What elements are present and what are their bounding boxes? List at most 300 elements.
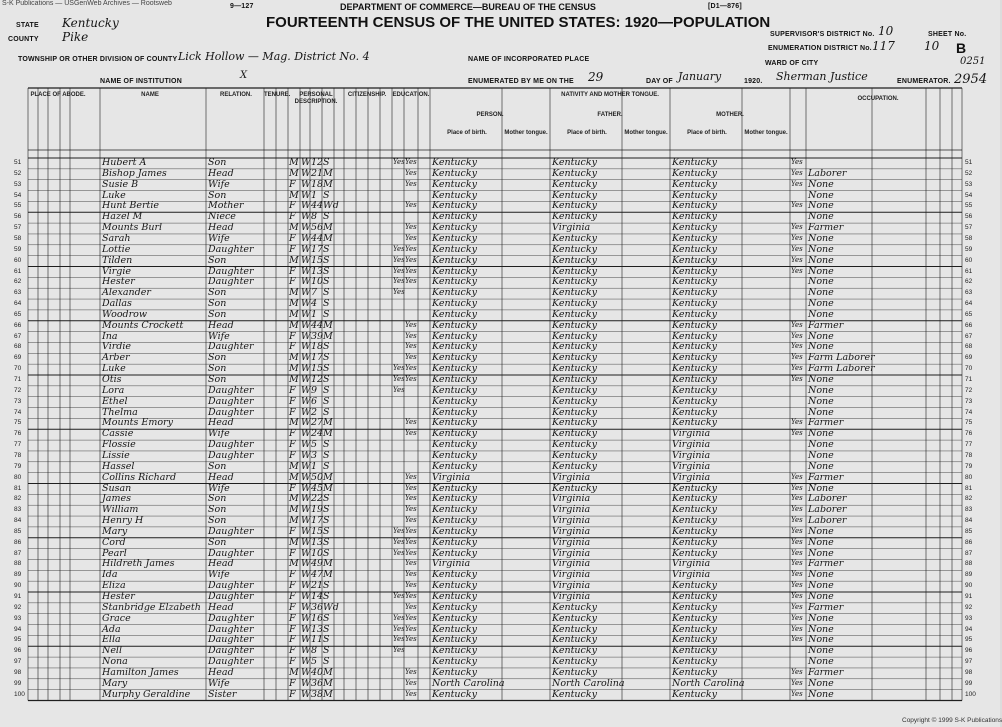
birthplace: Kentucky <box>432 352 477 364</box>
row-number: 61 <box>965 267 973 275</box>
row-number: 91 <box>965 593 973 600</box>
occupation: None <box>808 341 834 353</box>
mother-birthplace: Kentucky <box>672 265 717 277</box>
relation: Wife <box>208 569 230 581</box>
row-number: 89 <box>965 571 973 579</box>
enumerator-label: ENUMERATOR. <box>897 78 951 85</box>
attended-school: Yes <box>393 255 405 264</box>
row-number: 70 <box>14 365 22 373</box>
person-name: Mounts Burl <box>102 222 163 234</box>
attended-school: Yes <box>393 635 405 644</box>
row-number: 79 <box>14 462 22 470</box>
marital-status: S <box>323 439 330 451</box>
speaks-english: Yes <box>791 613 803 622</box>
row-number: 82 <box>14 495 22 503</box>
age: 14 <box>311 591 324 602</box>
marital-status: S <box>323 363 330 375</box>
attended-school: Yes <box>393 277 405 286</box>
row-number: 51 <box>14 159 22 166</box>
row-number: 69 <box>14 354 22 362</box>
birthplace: Kentucky <box>432 395 477 407</box>
race: W <box>301 558 311 570</box>
sex: M <box>289 157 299 168</box>
row-number: 81 <box>965 484 973 492</box>
occupation: None <box>808 406 834 418</box>
speaks-english: Yes <box>791 483 803 492</box>
row-number: 62 <box>14 278 22 286</box>
row-number: 92 <box>965 603 973 611</box>
age: 44 <box>311 232 324 244</box>
relation: Daughter <box>208 525 254 537</box>
mother-birthplace: Virginia <box>672 558 711 570</box>
birthplace: Kentucky <box>432 406 477 418</box>
speaks-english: Yes <box>791 548 803 557</box>
header-person: PERSON. <box>476 112 504 118</box>
relation: Daughter <box>208 449 254 461</box>
age: 13 <box>311 623 324 635</box>
occupation: None <box>808 623 834 635</box>
age: 1 <box>311 460 318 472</box>
row-number: 57 <box>965 224 973 232</box>
person-name: Mounts Crockett <box>102 319 184 331</box>
page-title: FOURTEENTH CENSUS OF THE UNITED STATES: 1920—POPULATION <box>266 14 771 31</box>
attended-school: Yes <box>393 624 405 633</box>
attended-school: Yes <box>393 592 405 600</box>
birthplace: North Carolina <box>432 677 505 689</box>
age: 10 <box>311 276 324 288</box>
occupation: Laborer <box>808 504 847 516</box>
relation: Son <box>208 460 227 472</box>
occupation: None <box>808 536 834 548</box>
sex: F <box>289 330 296 342</box>
age: 6 <box>311 395 318 407</box>
relation: Daughter <box>208 395 254 407</box>
birthplace: Kentucky <box>432 211 477 223</box>
mother-birthplace: Kentucky <box>672 384 717 396</box>
header-father: FATHER. <box>597 112 623 118</box>
row-number: 56 <box>14 213 22 221</box>
race: W <box>301 623 311 635</box>
attended-school: Yes <box>393 526 405 535</box>
race: W <box>301 471 311 483</box>
relation: Son <box>208 157 227 168</box>
marital-status: S <box>323 580 330 592</box>
age: 9 <box>311 384 318 396</box>
row-number: 58 <box>14 234 22 242</box>
speaks-english: Yes <box>791 179 803 188</box>
sex: F <box>289 384 296 396</box>
can-read: Yes <box>405 592 417 600</box>
mother-birthplace: Kentucky <box>672 276 717 288</box>
occupation: None <box>808 645 834 657</box>
speaks-english: Yes <box>791 320 803 329</box>
marital-status: M <box>323 677 333 689</box>
person-name: Otis <box>102 374 122 385</box>
row-number: 66 <box>965 321 973 329</box>
relation: Daughter <box>208 406 254 418</box>
race: W <box>301 265 311 277</box>
father-birthplace: Kentucky <box>552 417 597 429</box>
birthplace: Kentucky <box>432 167 477 179</box>
speaks-english: Yes <box>791 592 803 600</box>
speaks-english: Yes <box>791 635 803 644</box>
mother-birthplace: Kentucky <box>672 634 717 646</box>
can-read: Yes <box>405 548 417 557</box>
mother-birthplace: Kentucky <box>672 308 717 320</box>
sex: M <box>289 417 299 429</box>
person-name: Woodrow <box>102 308 148 320</box>
occupation: Farmer <box>808 222 844 234</box>
birthplace: Virginia <box>432 471 471 483</box>
state-value: Kentucky <box>62 16 119 30</box>
age: 5 <box>311 656 318 668</box>
sex: M <box>289 493 299 505</box>
speaks-english: Yes <box>791 342 803 351</box>
person-name: Stanbridge Elzabeth <box>102 601 201 613</box>
occupation: None <box>808 634 834 646</box>
header-personal: PERSONAL DESCRIPTION. <box>294 92 338 105</box>
can-read: Yes <box>405 255 417 264</box>
birthplace: Kentucky <box>432 688 477 700</box>
race: W <box>301 645 311 657</box>
birthplace: Kentucky <box>432 319 477 331</box>
can-read: Yes <box>405 635 417 644</box>
row-number: 65 <box>14 310 22 318</box>
row-number: 60 <box>965 256 973 264</box>
sex: M <box>289 308 299 320</box>
row-number: 91 <box>14 593 22 600</box>
age: 2 <box>311 406 318 418</box>
marital-status: S <box>323 547 330 559</box>
speaks-english: Yes <box>791 602 803 611</box>
father-birthplace: Kentucky <box>552 298 597 310</box>
occupation: None <box>808 656 834 668</box>
mother-birthplace: Kentucky <box>672 688 717 700</box>
person-name: Ada <box>102 623 121 635</box>
row-number: 90 <box>965 582 973 590</box>
relation: Head <box>208 601 234 613</box>
relation: Son <box>208 352 227 364</box>
father-birthplace: Kentucky <box>552 287 597 299</box>
person-name: William <box>102 504 139 516</box>
race: W <box>301 428 311 440</box>
race: W <box>301 547 311 559</box>
row-number: 57 <box>14 224 22 232</box>
sex: M <box>289 666 299 678</box>
enumerated-label: ENUMERATED BY ME ON THE <box>468 78 574 85</box>
sex: M <box>289 536 299 548</box>
header-mother: MOTHER. <box>716 112 744 118</box>
marital-status: S <box>323 352 330 364</box>
birthplace: Kentucky <box>432 591 477 602</box>
birthplace: Kentucky <box>432 222 477 234</box>
mother-birthplace: Kentucky <box>672 591 717 602</box>
occupation: None <box>808 200 834 212</box>
sex: F <box>289 634 296 646</box>
sex: M <box>289 167 299 179</box>
occupation: Farm Laborer <box>808 363 875 375</box>
marital-status: S <box>323 449 330 461</box>
race: W <box>301 232 311 244</box>
header-mother-tongue: Mother tongue. <box>744 130 788 136</box>
corner-number-2: 0251 <box>960 56 986 67</box>
occupation: None <box>808 580 834 592</box>
birthplace: Kentucky <box>432 515 477 527</box>
race: W <box>301 319 311 331</box>
relation: Son <box>208 504 227 516</box>
speaks-english: Yes <box>791 526 803 535</box>
marital-status: M <box>323 482 333 494</box>
row-number: 63 <box>14 289 22 297</box>
sex: F <box>289 449 296 461</box>
age: 11 <box>311 634 324 646</box>
father-birthplace: Kentucky <box>552 482 597 494</box>
marital-status: M <box>323 471 333 483</box>
can-read: Yes <box>405 602 417 611</box>
sex: M <box>289 254 299 266</box>
race: W <box>301 189 311 201</box>
birthplace: Kentucky <box>432 645 477 657</box>
birthplace: Kentucky <box>432 384 477 396</box>
mother-birthplace: Kentucky <box>672 666 717 678</box>
speaks-english: Yes <box>791 168 803 177</box>
mother-birthplace: Kentucky <box>672 232 717 244</box>
marital-status: S <box>323 341 330 353</box>
row-number: 99 <box>14 679 22 687</box>
marital-status: M <box>323 417 333 429</box>
race: W <box>301 482 311 494</box>
occupation: Farmer <box>808 319 844 331</box>
father-birthplace: Virginia <box>552 547 591 559</box>
birthplace: Kentucky <box>432 547 477 559</box>
mother-birthplace: Kentucky <box>672 515 717 527</box>
age: 19 <box>311 504 324 516</box>
attended-school: Yes <box>393 266 405 275</box>
father-birthplace: Kentucky <box>552 666 597 678</box>
race: W <box>301 341 311 353</box>
birthplace: Kentucky <box>432 601 477 613</box>
person-name: Lissie <box>102 449 130 461</box>
row-number: 97 <box>14 658 22 666</box>
mother-birthplace: Kentucky <box>672 580 717 592</box>
row-number: 80 <box>14 473 22 481</box>
person-name: Hubert A <box>102 157 147 168</box>
father-birthplace: Kentucky <box>552 645 597 657</box>
birthplace: Kentucky <box>432 232 477 244</box>
age: 5 <box>311 439 318 451</box>
race: W <box>301 406 311 418</box>
row-number: 52 <box>965 169 973 177</box>
marital-status: S <box>323 287 330 299</box>
header-place-of-abode: PLACE OF ABODE. <box>30 92 86 98</box>
age: 17 <box>311 352 324 364</box>
mother-birthplace: Kentucky <box>672 645 717 657</box>
father-birthplace: Kentucky <box>552 612 597 624</box>
person-name: Lora <box>102 384 125 396</box>
race: W <box>301 417 311 429</box>
mother-birthplace: Kentucky <box>672 406 717 418</box>
sex: M <box>289 504 299 516</box>
row-number: 78 <box>965 451 973 459</box>
age: 39 <box>311 330 324 342</box>
race: W <box>301 612 311 624</box>
can-read: Yes <box>405 689 417 698</box>
department: DEPARTMENT OF COMMERCE—BUREAU OF THE CENSUS <box>340 2 596 12</box>
occupation: None <box>808 525 834 537</box>
speaks-english: Yes <box>791 516 803 525</box>
can-read: Yes <box>405 505 417 514</box>
occupation: None <box>808 428 834 440</box>
relation: Wife <box>208 330 230 342</box>
father-birthplace: Kentucky <box>552 254 597 266</box>
row-number: 87 <box>14 549 22 557</box>
mother-birthplace: Kentucky <box>672 374 717 385</box>
relation: Head <box>208 222 234 234</box>
age: 38 <box>311 688 324 700</box>
row-number: 64 <box>965 300 973 308</box>
row-number: 96 <box>14 647 22 655</box>
can-read: Yes <box>405 158 417 166</box>
marital-status: S <box>323 656 330 668</box>
age: 12 <box>311 374 324 385</box>
person-name: Ella <box>102 634 121 646</box>
occupation: None <box>808 330 834 342</box>
relation: Daughter <box>208 656 254 668</box>
father-birthplace: Kentucky <box>552 460 597 472</box>
father-birthplace: Kentucky <box>552 374 597 385</box>
relation: Head <box>208 558 234 570</box>
father-birthplace: Virginia <box>552 504 591 516</box>
can-read: Yes <box>405 233 417 242</box>
age: 8 <box>311 211 318 223</box>
race: W <box>301 363 311 375</box>
marital-status: M <box>323 428 333 440</box>
occupation: None <box>808 482 834 494</box>
speaks-english: Yes <box>791 570 803 579</box>
birthplace: Kentucky <box>432 363 477 375</box>
relation: Sister <box>208 688 237 700</box>
marital-status: M <box>323 330 333 342</box>
speaks-english: Yes <box>791 678 803 687</box>
supervisor-value: 10 <box>878 24 894 38</box>
race: W <box>301 167 311 179</box>
person-name: Luke <box>102 363 126 375</box>
relation: Mother <box>208 200 244 212</box>
speaks-english: Yes <box>791 331 803 340</box>
person-name: Virgie <box>102 265 132 277</box>
row-number: 77 <box>14 441 22 449</box>
relation: Daughter <box>208 580 254 592</box>
attended-school: Yes <box>393 548 405 557</box>
row-number: 53 <box>965 180 973 188</box>
marital-status: S <box>323 525 330 537</box>
father-birthplace: Virginia <box>552 536 591 548</box>
row-number: 55 <box>14 202 22 210</box>
row-number: 93 <box>14 614 22 622</box>
row-number: 63 <box>965 289 973 297</box>
father-birthplace: Virginia <box>552 580 591 592</box>
age: 13 <box>311 265 324 277</box>
row-number: 86 <box>965 538 973 546</box>
row-number: 75 <box>965 419 973 427</box>
sex: F <box>289 525 296 537</box>
father-birthplace: Kentucky <box>552 200 597 212</box>
mother-birthplace: Kentucky <box>672 200 717 212</box>
row-number: 98 <box>14 668 22 676</box>
marital-status: Wd <box>323 601 339 613</box>
row-number: 100 <box>965 690 976 698</box>
can-read: Yes <box>405 331 417 340</box>
age: 1 <box>311 308 318 320</box>
sex: F <box>289 243 296 255</box>
speaks-english: Yes <box>791 537 803 546</box>
mother-birthplace: North Carolina <box>672 677 745 689</box>
occupation: None <box>808 308 834 320</box>
person-name: Mounts Emory <box>102 417 173 429</box>
row-number: 52 <box>14 169 22 177</box>
sex: F <box>289 439 296 451</box>
speaks-english: Yes <box>791 689 803 698</box>
sex: F <box>289 200 296 212</box>
sex: M <box>289 363 299 375</box>
row-number: 98 <box>965 668 973 676</box>
row-number: 61 <box>14 267 22 275</box>
birthplace: Kentucky <box>432 330 477 342</box>
institution-label: NAME OF INSTITUTION <box>100 78 182 85</box>
relation: Wife <box>208 677 230 689</box>
father-birthplace: Kentucky <box>552 265 597 277</box>
sex: M <box>289 287 299 299</box>
marital-status: S <box>323 254 330 266</box>
can-read: Yes <box>405 613 417 622</box>
race: W <box>301 254 311 266</box>
row-number: 88 <box>14 560 22 568</box>
person-name: Virdie <box>102 341 132 353</box>
row-number: 73 <box>965 397 973 405</box>
row-number: 76 <box>14 430 22 438</box>
sex: F <box>289 395 296 407</box>
person-name: Dallas <box>102 298 132 310</box>
age: 15 <box>311 363 324 375</box>
occupation: None <box>808 243 834 255</box>
relation: Head <box>208 471 234 483</box>
marital-status: S <box>323 189 330 201</box>
age: 36 <box>311 601 324 613</box>
can-read: Yes <box>405 277 417 286</box>
race: W <box>301 504 311 516</box>
marital-status: M <box>323 569 333 581</box>
sex: F <box>289 580 296 592</box>
relation: Daughter <box>208 623 254 635</box>
attended-school: Yes <box>393 244 405 253</box>
speaks-english: Yes <box>791 581 803 590</box>
mother-birthplace: Kentucky <box>672 319 717 331</box>
occupation: None <box>808 569 834 581</box>
race: W <box>301 536 311 548</box>
age: 15 <box>311 525 324 537</box>
mother-birthplace: Kentucky <box>672 504 717 516</box>
birthplace: Kentucky <box>432 623 477 635</box>
relation: Wife <box>208 482 230 494</box>
race: W <box>301 591 311 602</box>
race: W <box>301 330 311 342</box>
occupation: None <box>808 254 834 266</box>
header-relation: RELATION. <box>220 92 252 98</box>
occupation: None <box>808 688 834 700</box>
speaks-english: Yes <box>791 233 803 242</box>
sex: M <box>289 515 299 527</box>
father-birthplace: Kentucky <box>552 384 597 396</box>
